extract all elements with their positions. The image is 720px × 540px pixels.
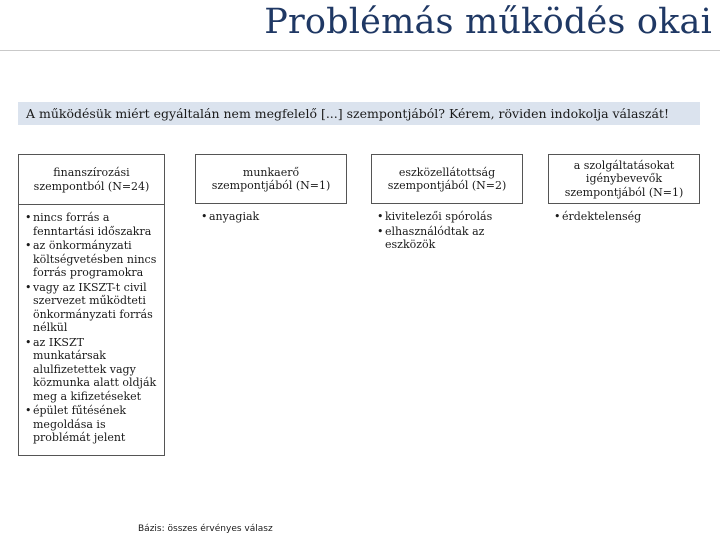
title-divider	[0, 50, 720, 51]
reason-list	[548, 204, 700, 224]
list-item: • épület fűtésének megoldása is problémát jelent	[25, 404, 158, 445]
list-item: • vagy az IKSZT-t civil szervezet működteti önkormányzati forrás nélkül	[25, 281, 158, 335]
question-bar: A működésük miért egyáltalán nem megfelelő [...] szempontjából? Kérem, röviden indokolja válaszát!	[18, 102, 700, 125]
reason-list	[19, 205, 164, 445]
list-item: • az önkormányzati költségvetésben nincs forrás programokra	[25, 239, 158, 280]
list-item: • az IKSZT munkatársak alulfizetettek vagy közmunka alatt oldják meg a kifizetéseket	[25, 336, 158, 404]
footnote: Bázis: összes érvényes válasz	[138, 524, 273, 534]
slide-title: Problémás működés okai	[264, 2, 712, 42]
column-financing	[18, 154, 165, 456]
reason-list	[371, 204, 523, 252]
list-item: • kivitelezői spórolás	[377, 210, 517, 224]
list-item: • anyagiak	[201, 210, 341, 224]
column-service-users	[548, 154, 700, 225]
list-item: • nincs forrás a fenntartási időszakra	[25, 211, 158, 238]
column-header: eszközellátottság szempontjából (N=2)	[371, 154, 523, 204]
column-header: finanszírozási szempontból (N=24)	[19, 155, 164, 205]
column-equipment	[371, 154, 523, 253]
column-workforce	[195, 154, 347, 225]
reason-list	[195, 204, 347, 224]
column-header: munkaerő szempontjából (N=1)	[195, 154, 347, 204]
column-header: a szolgáltatásokat igénybevevők szempontjából (N=1)	[548, 154, 700, 204]
list-item: • elhasználódtak az eszközök	[377, 225, 517, 252]
list-item: • érdektelenség	[554, 210, 694, 224]
